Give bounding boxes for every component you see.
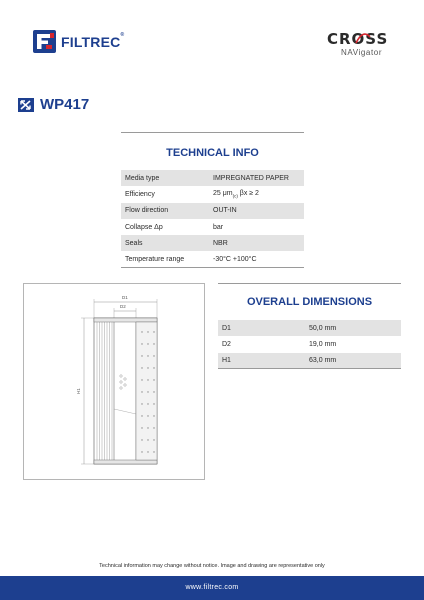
filtrec-brand-text: FILTREC® [61, 31, 125, 50]
dim-label-d1: D1 [122, 295, 128, 300]
table-row [121, 186, 304, 202]
technical-info-table [121, 170, 304, 268]
dim-label-h1: H1 [76, 388, 81, 394]
cross-logo-subtitle: NAVigator [341, 48, 383, 57]
filtrec-logo-icon [33, 30, 56, 53]
filtrec-logo [33, 30, 124, 53]
dimension-value: 50,0 mm [305, 320, 401, 336]
cross-logo-word: CROSS [327, 30, 389, 48]
table-row [121, 251, 304, 267]
overall-dimensions-table [218, 320, 401, 369]
table-row [121, 170, 304, 186]
product-heading [18, 96, 89, 113]
table-row [218, 336, 401, 352]
cross-navigator-logo [327, 30, 397, 64]
spec-value: -30°C +100°C [209, 251, 304, 267]
spec-label: Temperature range [121, 251, 209, 267]
spec-value: OUT-IN [209, 203, 304, 219]
product-code: WP417 [40, 96, 90, 113]
dimension-label: D1 [218, 320, 305, 336]
cross-swoosh-icon [354, 31, 372, 47]
overall-dimensions-divider [218, 283, 401, 284]
cross-arrows-icon [18, 98, 34, 112]
table-row [121, 235, 304, 251]
header [0, 0, 424, 80]
spec-value: IMPREGNATED PAPER [209, 170, 304, 186]
spec-label: Media type [121, 170, 209, 186]
dimension-value: 19,0 mm [309, 340, 337, 348]
table-row [218, 353, 401, 369]
spec-value: bar [209, 219, 304, 235]
technical-info-divider [121, 132, 304, 133]
spec-label: Efficiency [121, 186, 209, 202]
disclaimer-text: Technical information may change without notice. Image and drawing are representative only [99, 563, 325, 569]
table-row [121, 203, 304, 219]
footer-bar [0, 576, 424, 600]
dimension-label: D2 [222, 340, 231, 348]
spec-value: NBR [209, 235, 304, 251]
technical-drawing-frame [23, 283, 205, 480]
dimension-label: H1 [218, 353, 305, 369]
dim-label-d2: D2 [120, 304, 126, 309]
spec-label: Flow direction [121, 203, 209, 219]
website-link[interactable]: www.filtrec.com [185, 584, 239, 591]
spec-label: Collapse Δp [121, 219, 209, 235]
overall-dimensions-title: OVERALL DIMENSIONS [246, 296, 373, 308]
table-row [218, 320, 401, 336]
technical-info-title: TECHNICAL INFO [166, 147, 259, 159]
filter-cartridge-drawing [24, 284, 204, 479]
spec-label: Seals [121, 235, 209, 251]
spec-value: 25 $\mu m_{(c)}$ βx ≥ 2 [209, 186, 304, 202]
dimension-value: 63,0 mm [305, 353, 401, 369]
table-row [121, 219, 304, 235]
